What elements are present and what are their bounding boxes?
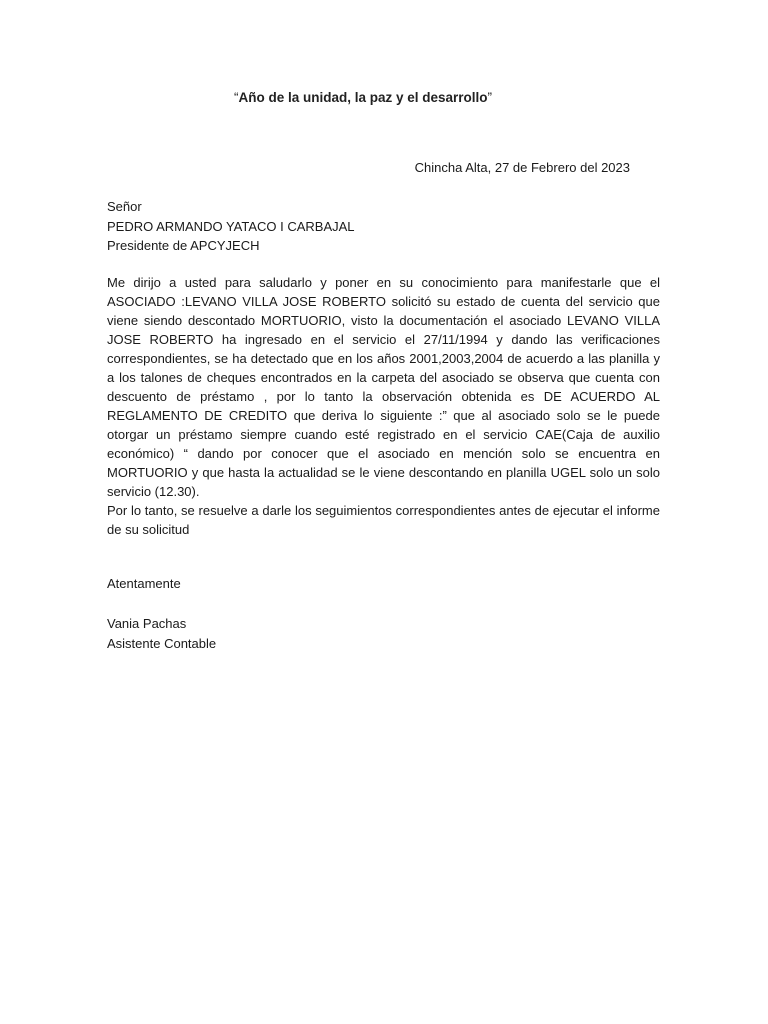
- recipient-block: [107, 197, 355, 256]
- signature-title: Asistente Contable: [107, 635, 217, 651]
- closing-line: Atentamente: [107, 576, 181, 591]
- body-paragraph-2: Por lo tanto, se resuelve a darle los seguimientos correspondientes antes de ejecutar el informe de su solicitud: [107, 503, 660, 537]
- motto-text: Año de la unidad, la paz y el desarrollo: [238, 90, 488, 105]
- recipient-name: PEDRO ARMANDO YATACO I CARBAJAL: [107, 218, 355, 234]
- motto-heading: [0, 90, 726, 105]
- letter-body: [107, 273, 660, 539]
- recipient-position: Presidente de APCYJECH: [107, 238, 260, 253]
- motto-open-quote: “: [233, 90, 239, 105]
- date-line: Chincha Alta, 27 de Febrero del 2023: [414, 160, 630, 175]
- signature-name: Vania Pachas: [107, 616, 187, 631]
- motto-close-quote: ”: [487, 90, 493, 105]
- body-paragraph-1: Me dirijo a usted para saludarlo y poner en su conocimiento para manifestarle que el ASOCIADO :LEVANO VILLA JOSE ROBERTO solicitó su estado de cuenta del servicio que viene siendo descontado MORTUORIO, visto la documentación el asociado LEVANO VILLA JOSE ROBERTO ha ingresado en el servicio el 27/11/1994 y dando las verificaciones correspondientes, se ha detectado que en los años 2001,2003,2004 de acuerdo a las planilla y a los talones de cheques encontrados en la carpeta del asociado se observa que cuenta con descuento de préstamo , por lo tanto la observación obtenida es DE ACUERDO AL REGLAMENTO DE CREDITO que deriva lo siguiente :” que al asociado solo se le puede otorgar un préstamo siempre cuando esté registrado en el servicio CAE(Caja de auxilio económico) “ dando por conocer que el asociado en mención solo se encuentra en MORTUORIO y que hasta la actualidad se le viene descontando en planilla UGEL solo un solo servicio (12.30).: [107, 275, 660, 499]
- recipient-salutation: Señor: [107, 199, 142, 214]
- signature-block: [107, 614, 216, 653]
